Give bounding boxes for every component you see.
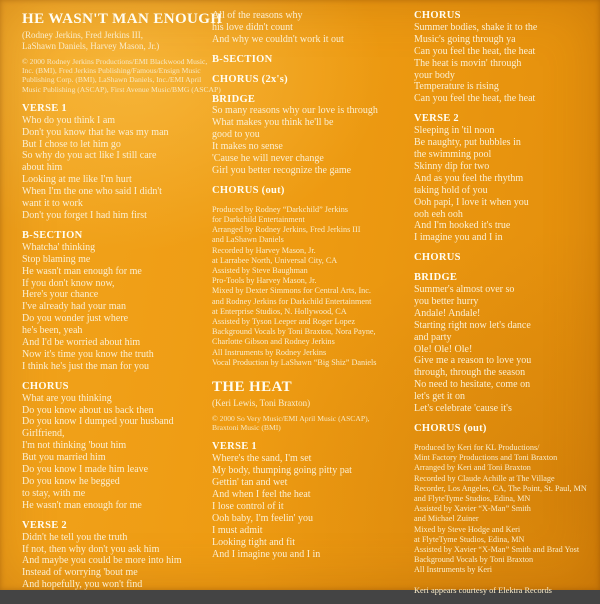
text-line: Recorded by Harvey Mason, Jr. xyxy=(212,245,316,255)
text-line: Do you know I made him leave xyxy=(22,464,149,476)
text-line: Mixed by Dexter Simmons for Central Arts, Inc. xyxy=(212,286,371,296)
text-line: So many reasons why our love is through xyxy=(212,105,378,117)
text-line: (Keri Lewis, Toni Braxton) xyxy=(212,398,311,409)
song-title xyxy=(212,378,408,396)
text-line: Looking tight and fit xyxy=(212,536,296,548)
text-line: Inc. (BMI), Fred Jerkins Publishing/Famous/Ensign Music xyxy=(22,66,201,76)
text-line: Pro-Tools by Harvey Mason, Jr. xyxy=(212,276,317,286)
section-header: CHORUS xyxy=(22,380,69,392)
text-line: Be naughty, put bubbles in xyxy=(414,137,521,149)
section-chorus-out xyxy=(414,423,592,435)
song-title xyxy=(22,10,223,28)
text-line: Assisted by Xavier “X-Man” Smith xyxy=(414,504,531,514)
text-line: And hopefully, you won't find xyxy=(22,579,143,591)
text-line: Summer's almost over so xyxy=(414,284,515,296)
text-line: Braxtoni Music (BMI) xyxy=(212,423,281,433)
section-header: VERSE 2 xyxy=(414,113,459,125)
text-line: Do you know about us back then xyxy=(22,404,154,416)
text-line: want it to work xyxy=(22,198,83,210)
text-line: and FlyteTyme Studios, Edina, MN xyxy=(414,493,531,503)
credits xyxy=(414,443,592,576)
text-line: Girlfriend, xyxy=(22,428,65,440)
text-line: Instead of worrying 'bout me xyxy=(22,567,138,579)
text-line: But you married him xyxy=(22,452,106,464)
text-line: HE WASN'T MAN ENOUGH xyxy=(22,11,223,27)
text-line: When I'm the one who said I didn't xyxy=(22,186,162,198)
section-header: BRIDGE xyxy=(414,272,458,284)
text-line: Mixed by Steve Hodge and Keri xyxy=(414,524,521,534)
text-line: Recorded by Claude Achille at The Village xyxy=(414,473,555,483)
text-line: LaShawn Daniels, Harvey Mason, Jr.) xyxy=(22,41,160,51)
column-left xyxy=(22,10,223,604)
text-line: to stay, with me xyxy=(22,487,86,499)
section-header: VERSE 1 xyxy=(22,102,67,114)
text-line: Do you know he begged xyxy=(22,476,120,487)
note xyxy=(414,586,592,596)
text-line: All Instruments by Keri xyxy=(414,565,492,575)
text-line: Vocal Production by LaShawn “Big Shiz” Daniels xyxy=(212,357,377,367)
text-line: Whatcha' thinking xyxy=(22,241,96,253)
section-chorus-out xyxy=(212,185,408,197)
text-line: So why do you act like I still care xyxy=(22,150,157,162)
copyright xyxy=(22,57,221,94)
text-line: It makes no sense xyxy=(212,141,283,153)
text-line: 'Cause he will never change xyxy=(212,153,324,165)
text-line: Where's the sand, I'm set xyxy=(212,453,312,465)
section-chorus xyxy=(414,252,592,264)
text-line: If you don't know now, xyxy=(22,277,115,289)
text-line: Arranged by Rodney Jerkins, Fred Jerkins III xyxy=(212,225,361,235)
text-line: ooh eeh ooh xyxy=(414,208,463,220)
section-header: B-SECTION xyxy=(22,229,83,241)
text-line: his love didn't count xyxy=(212,21,293,33)
text-line: at Larrabee North, Universal City, CA xyxy=(212,255,338,265)
section-verse-1 xyxy=(212,441,408,560)
section-header: CHORUS (out) xyxy=(212,184,285,196)
text-line: Assisted by Steve Baughman xyxy=(212,266,308,275)
text-line: Background Vocals by Toni Braxton, Nora Payne, xyxy=(212,327,376,337)
column-middle xyxy=(212,10,408,604)
text-line: he's been, yeah xyxy=(22,325,83,337)
text-line: the swimming pool xyxy=(414,148,492,160)
text-line: Don't you forget I had him first xyxy=(22,209,147,221)
section-header: CHORUS xyxy=(414,10,461,21)
text-line: and Rodney Jerkins for Darkchild Entertainment xyxy=(212,296,372,306)
text-line: taking hold of you xyxy=(414,184,488,196)
section-header: VERSE 2 xyxy=(22,519,67,531)
text-line: for Darkchild Entertainment xyxy=(212,214,305,224)
text-line: Give me a reason to love you xyxy=(414,355,532,367)
writers xyxy=(22,30,206,52)
text-line: © 2000 So Very Music/EMI April Music (ASCAP), xyxy=(212,414,370,424)
text-line: I imagine you and I in xyxy=(414,232,503,244)
section-b-section xyxy=(22,230,206,373)
text-line: Background Vocals by Toni Braxton xyxy=(414,555,534,565)
text-line: Now it's time you know the truth xyxy=(22,348,154,360)
section-chorus xyxy=(22,381,206,512)
text-line: © 2000 Rodney Jerkins Productions/EMI Blackwood Music, xyxy=(22,57,208,66)
text-line: Summer bodies, shake it to the xyxy=(414,21,538,33)
text-line: And maybe you could be more into him xyxy=(22,555,182,567)
text-line: Produced by Keri for KL Productions/ xyxy=(414,442,540,452)
text-line: and LaShawn Daniels xyxy=(212,235,284,245)
text-line: Can you feel the heat, the heat xyxy=(414,93,536,105)
text-line: All Instruments by Rodney Jerkins xyxy=(212,347,327,357)
text-line: I think he's just the man for you xyxy=(22,360,150,372)
text-line: Stop blaming me xyxy=(22,253,91,265)
section-chorus xyxy=(414,10,592,105)
text-line: Charlotte Gibson and Rodney Jerkins xyxy=(212,337,335,347)
column-right xyxy=(414,10,592,604)
text-line: and Michael Zuiner xyxy=(414,514,479,524)
text-line: No need to hesitate, come on xyxy=(414,379,531,391)
text-line: I lose control of it xyxy=(212,500,284,512)
section-bridge xyxy=(414,272,592,415)
copyright xyxy=(212,414,408,432)
text-line: THE HEAT xyxy=(212,379,293,396)
text-line: you better hurry xyxy=(414,295,479,307)
text-line: (Rodney Jerkins, Fred Jerkins III, xyxy=(22,30,143,40)
text-line: And why we couldn't work it out xyxy=(212,33,344,45)
text-line: The heat is movin' through xyxy=(414,57,522,69)
text-line: Ole! Ole! Ole! xyxy=(414,343,473,355)
text-line: And I imagine you and I in xyxy=(212,548,321,560)
text-line: Sleeping in 'til noon xyxy=(414,125,495,137)
text-line: let's get it on xyxy=(414,391,465,403)
text-line: Keri appears courtesy of Elektra Records xyxy=(414,585,552,595)
text-line: Can you feel the heat, the heat xyxy=(414,45,536,57)
text-line: What makes you think he'll be xyxy=(212,117,334,129)
section-verse-2 xyxy=(22,520,206,591)
section-header: BRIDGE xyxy=(212,93,256,105)
text-line: Temperature is rising xyxy=(414,81,499,93)
text-line: Girl you better recognize the game xyxy=(212,164,352,176)
text-line: Do you wonder just where xyxy=(22,313,129,325)
text-line: Arranged by Keri and Toni Braxton xyxy=(414,463,531,473)
text-line: Who do you think I am xyxy=(22,114,116,126)
text-line: at FlyteTyme Studios, Edina, MN xyxy=(414,534,525,544)
text-line: If not, then why don't you ask him xyxy=(22,543,160,555)
text-line: And I'd be worried about him xyxy=(22,337,141,349)
text-line: Mint Factory Productions and Toni Braxton xyxy=(414,453,558,463)
text-line: Starting right now let's dance xyxy=(414,319,531,331)
text-line: Let's celebrate 'cause it's xyxy=(414,403,512,415)
text-line: And as you feel the rhythm xyxy=(414,172,524,184)
text-line: My body, thumping going pitty pat xyxy=(212,465,352,477)
text-line: Andale! Andale! xyxy=(414,307,481,319)
text-line: about him xyxy=(22,162,63,174)
text-line: Music's going through ya xyxy=(414,33,516,45)
section-verse-1 xyxy=(22,103,206,222)
text-line: What are you thinking xyxy=(22,392,112,404)
section-bridge xyxy=(212,94,408,177)
text-line: Gettin' tan and wet xyxy=(212,477,288,489)
text-line: and party xyxy=(414,331,452,343)
text-line: Ooh baby, I'm feelin' you xyxy=(212,512,313,524)
text-line: Skinny dip for two xyxy=(414,160,490,172)
text-line: All of the reasons why xyxy=(212,10,303,21)
section-header: VERSE 1 xyxy=(212,441,257,453)
text-line: He wasn't man enough for me xyxy=(22,265,142,277)
text-line: Here's your chance xyxy=(22,289,99,301)
text-line: Recorder, Los Angeles, CA, The Point, St. Paul, MN xyxy=(414,483,587,493)
text-line: Don't you know that he was my man xyxy=(22,126,169,138)
text-line: your body xyxy=(414,69,455,81)
section-header: CHORUS (2x's) xyxy=(212,73,288,85)
text-line: Ooh papi, I love it when you xyxy=(414,196,529,208)
text-line: at Enterprise Studios, N. Hollywood, CA xyxy=(212,306,347,316)
text-line: Do you know I dumped your husband xyxy=(22,416,174,428)
section-header: B-SECTION xyxy=(212,53,273,65)
section-header: CHORUS (out) xyxy=(414,423,487,434)
text-line: Didn't he tell you the truth xyxy=(22,531,128,543)
text-line: And when I feel the heat xyxy=(212,489,311,501)
text-line: I've already had your man xyxy=(22,301,126,313)
section-chorus-2x-s xyxy=(212,74,408,86)
text-line: Music Publishing (ASCAP), First Avenue Music/BMG (ASCAP) xyxy=(22,84,221,94)
text-line: Assisted by Tyson Leeper and Roger Lopez xyxy=(212,317,355,327)
text-line: And I'm hooked it's true xyxy=(414,220,511,232)
text-line: He wasn't man enough for me xyxy=(22,499,142,511)
text-line: Publishing Corp. (BMI), LaShawn Daniels, Inc./EMI April xyxy=(22,75,202,85)
text-line: I'm not thinking 'bout him xyxy=(22,440,127,452)
text-line: Produced by Rodney “Darkchild” Jerkins xyxy=(212,204,348,214)
text-line: good to you xyxy=(212,129,260,141)
section-header: CHORUS xyxy=(414,252,461,264)
text-line: through, through the season xyxy=(414,367,526,379)
credits xyxy=(212,205,408,368)
text-line: I must admit xyxy=(212,524,263,536)
section-verse-2 xyxy=(414,113,592,244)
text-line: Looking at me like I'm hurt xyxy=(22,174,132,186)
writers xyxy=(212,398,408,409)
lyrics xyxy=(212,10,408,46)
section-b-section xyxy=(212,54,408,66)
text-line: Assisted by Xavier “X-Man” Smith and Brad Yost xyxy=(414,544,580,554)
text-line: But I chose to let him go xyxy=(22,138,121,150)
